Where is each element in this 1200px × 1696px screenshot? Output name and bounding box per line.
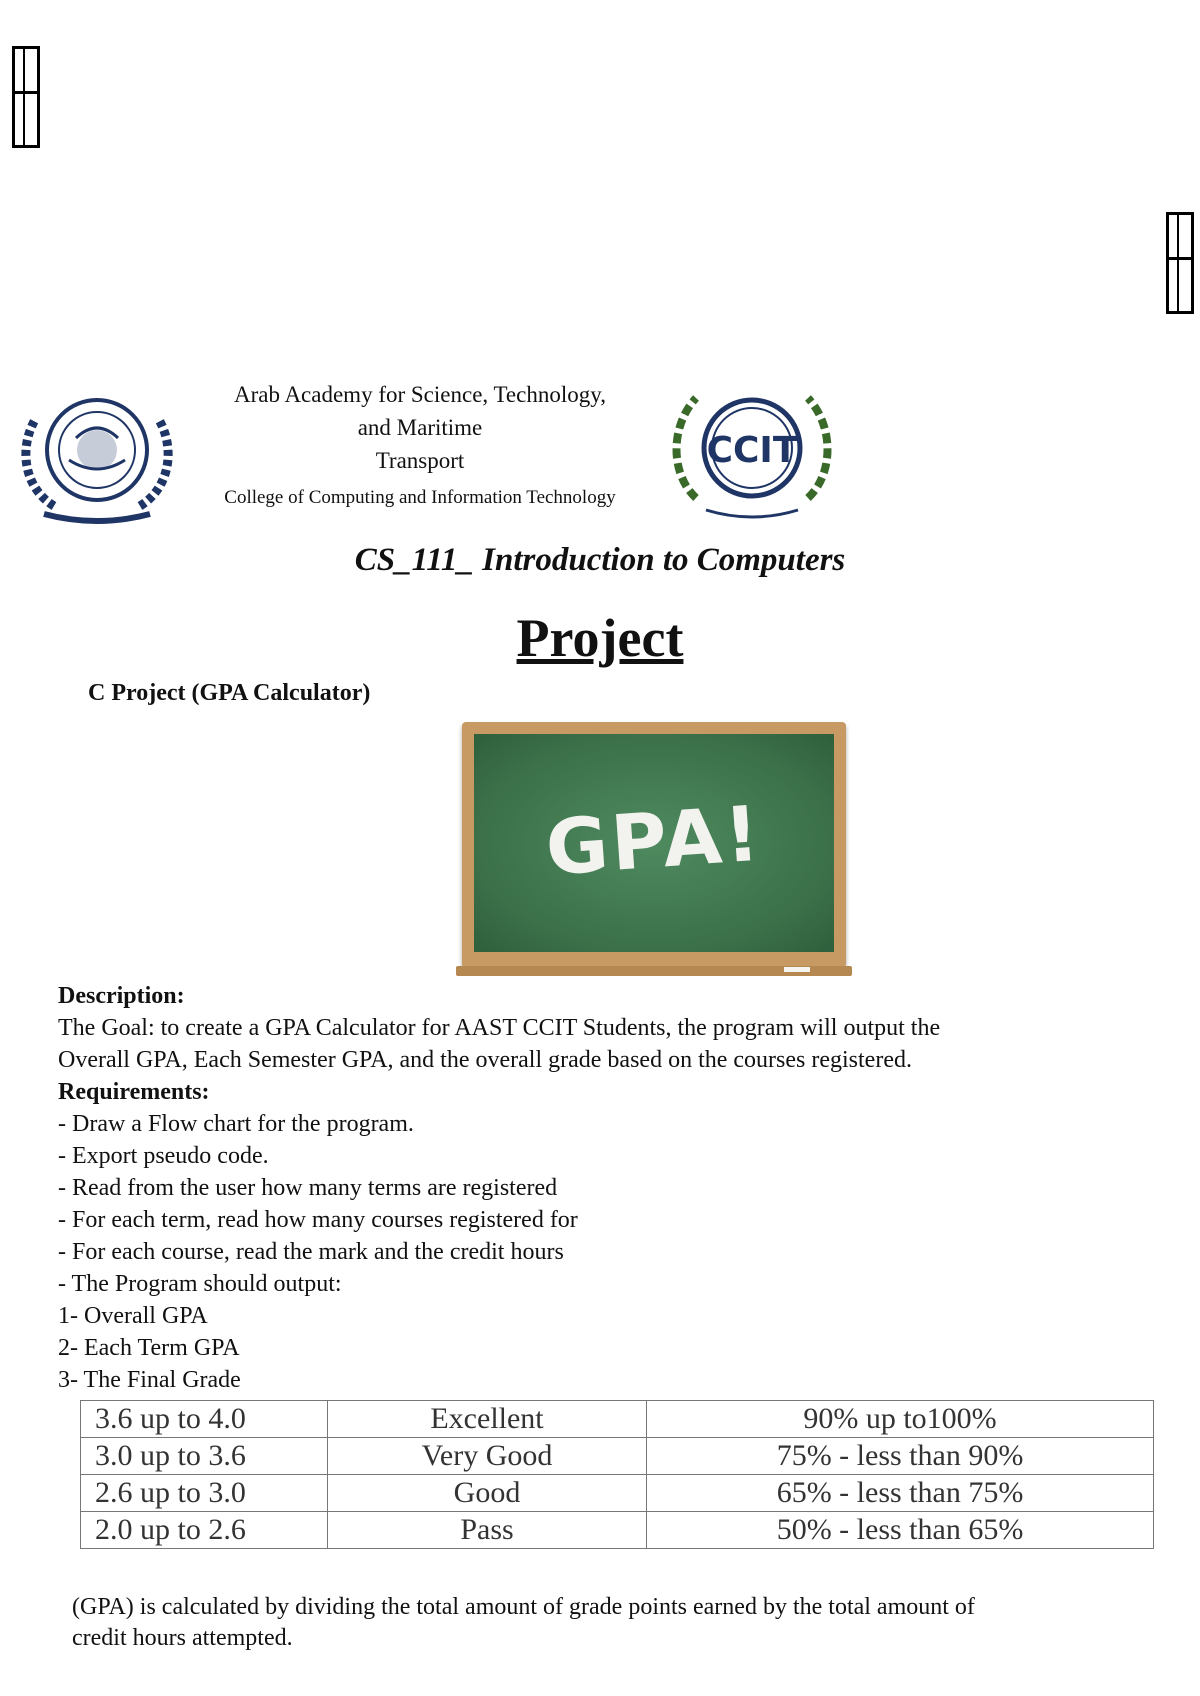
gpa-range-cell: 2.6 up to 3.0 (81, 1475, 328, 1512)
goal-line-2: Overall GPA, Each Semester GPA, and the overall grade based on the courses registered. (58, 1047, 912, 1073)
percent-cell: 90% up to100% (647, 1401, 1154, 1438)
note-line-1: (GPA) is calculated by dividing the total amount of grade points earned by the total amount of (72, 1594, 975, 1620)
gpa-calculation-note (72, 1592, 1162, 1654)
aast-logo (14, 378, 180, 528)
output-item: 2- Each Term GPA (58, 1335, 240, 1361)
requirement-item: - For each term, read how many courses registered for (58, 1207, 578, 1233)
grade-cell: Very Good (328, 1438, 647, 1475)
institution-line-1: Arab Academy for Science, Technology, (233, 382, 606, 407)
grade-cell: Excellent (328, 1401, 647, 1438)
goal-line-1: The Goal: to create a GPA Calculator for AAST CCIT Students, the program will output the (58, 1015, 941, 1041)
page-title: Project (516, 608, 684, 668)
requirement-item: - Draw a Flow chart for the program. (58, 1111, 414, 1137)
table-row (81, 1512, 1154, 1549)
percent-cell: 75% - less than 90% (647, 1438, 1154, 1475)
gpa-range-cell: 2.0 up to 2.6 (81, 1512, 328, 1549)
description-heading: Description: (58, 983, 185, 1009)
gpa-range-cell: 3.0 up to 3.6 (81, 1438, 328, 1475)
grade-cell: Good (328, 1475, 647, 1512)
gpa-range-cell: 3.6 up to 4.0 (81, 1401, 328, 1438)
institution-name (180, 378, 660, 514)
percent-cell: 50% - less than 65% (647, 1512, 1154, 1549)
institution-line-2: and Maritime (357, 415, 483, 440)
chalkboard-text: GPA! (542, 788, 766, 893)
gpa-chalkboard-image (462, 722, 846, 968)
grade-cell: Pass (328, 1512, 647, 1549)
ccit-logo (666, 378, 838, 528)
glyph-box-top-right (1166, 212, 1194, 314)
grade-table (80, 1400, 1154, 1549)
requirement-item: - For each course, read the mark and the credit hours (58, 1239, 564, 1265)
college-name: College of Computing and Information Technology (224, 487, 616, 508)
ccit-logo-text: CCIT (706, 430, 798, 471)
chalk-piece (784, 967, 810, 972)
note-line-2: credit hours attempted. (72, 1625, 293, 1651)
percent-cell: 65% - less than 75% (647, 1475, 1154, 1512)
description-section (58, 980, 1158, 1396)
institution-line-3: Transport (375, 448, 465, 473)
project-subtitle: C Project (GPA Calculator) (88, 680, 371, 706)
requirement-item: - Export pseudo code. (58, 1143, 269, 1169)
requirements-heading: Requirements: (58, 1079, 210, 1105)
table-row (81, 1438, 1154, 1475)
table-row (81, 1475, 1154, 1512)
output-item: 3- The Final Grade (58, 1367, 241, 1393)
course-title: CS_111_ Introduction to Computers (354, 542, 846, 578)
requirement-item: - Read from the user how many terms are registered (58, 1175, 558, 1201)
requirement-item: - The Program should output: (58, 1271, 342, 1297)
output-item: 1- Overall GPA (58, 1303, 208, 1329)
table-row (81, 1401, 1154, 1438)
glyph-box-top-left (12, 46, 40, 148)
